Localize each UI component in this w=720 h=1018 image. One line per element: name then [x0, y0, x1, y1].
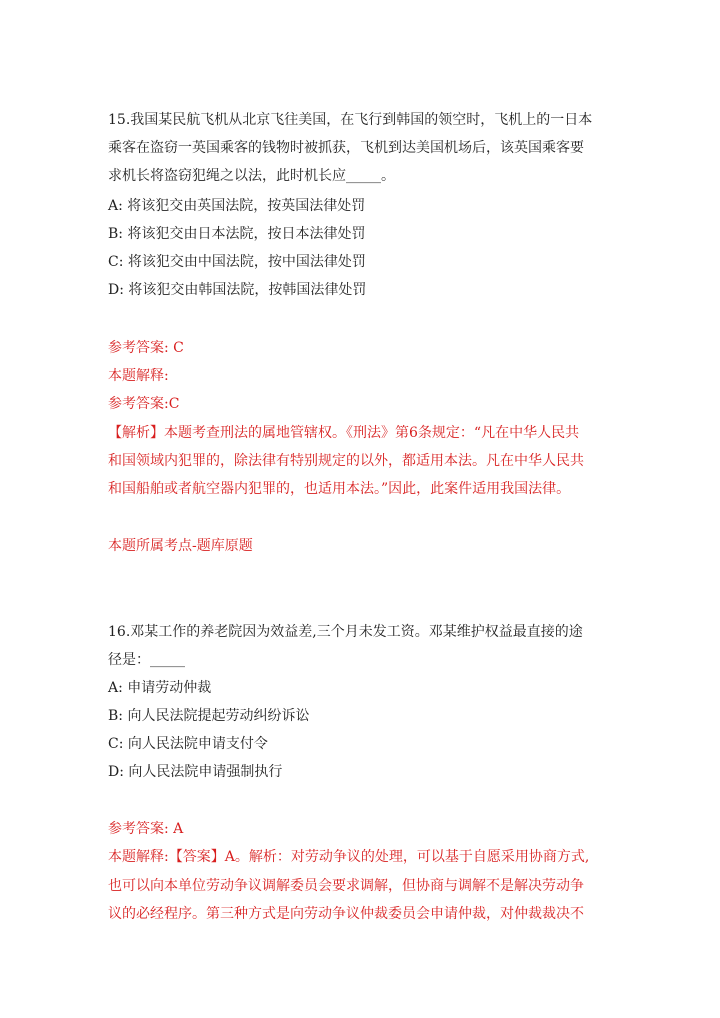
- q16-stem-line-1: 16.邓某工作的养老院因为效益差,三个月未发工资。邓某维护权益最直接的途: [108, 624, 583, 640]
- q15-option-d: D: 将该犯交由韩国法院，按韩国法律处罚: [108, 282, 367, 298]
- q16-analysis-line-1: 本题解释:【答案】A。解析：对劳动争议的处理，可以基于自愿采用协商方式,: [108, 849, 590, 865]
- q15-answer-repeat: 参考答案:C: [108, 396, 180, 412]
- q16-analysis-line-2: 也可以向本单位劳动争议调解委员会要求调解，但协商与调解不是解决劳动争: [108, 878, 584, 894]
- q16-option-b: B: 向人民法院提起劳动纠纷诉讼: [108, 708, 310, 724]
- q15-explain-label: 本题解释:: [108, 368, 169, 384]
- q16-analysis-line-3: 议的必经程序。第三种方式是向劳动争议仲裁委员会申请仲裁，对仲裁裁决不: [108, 906, 584, 922]
- q16-answer: 参考答案: A: [108, 821, 184, 837]
- q15-analysis-line-3: 和国船舶或者航空器内犯罪的，也适用本法。”因此，此案件适用我国法律。: [108, 481, 571, 497]
- q15-topic: 本题所属考点-题库原题: [108, 538, 253, 554]
- q15-answer: 参考答案: C: [108, 340, 184, 356]
- q15-option-b: B: 将该犯交由日本法院，按日本法律处罚: [108, 226, 366, 242]
- q16-option-a: A: 申请劳动仲裁: [108, 680, 212, 696]
- q15-analysis-line-1: 【解析】本题考查刑法的属地管辖权。《刑法》第6条规定：“凡在中华人民共: [108, 425, 580, 441]
- q15-stem-line-1: 15.我国某民航飞机从北京飞往美国，在飞行到韩国的领空时，飞机上的一日本: [108, 112, 593, 128]
- q16-stem-line-2: 径是：_____: [108, 652, 185, 668]
- q15-analysis-line-2: 和国领域内犯罪的，除法律有特别规定的以外，都适用本法。凡在中华人民共: [108, 453, 584, 469]
- q16-option-c: C: 向人民法院申请支付令: [108, 736, 268, 752]
- q15-option-c: C: 将该犯交由中国法院，按中国法律处罚: [108, 254, 366, 270]
- q15-stem-line-3: 求机长将盗窃犯绳之以法，此时机长应_____。: [108, 168, 395, 184]
- q15-option-a: A: 将该犯交由英国法院，按英国法律处罚: [108, 198, 366, 214]
- q16-option-d: D: 向人民法院申请强制执行: [108, 764, 283, 780]
- q15-stem-line-2: 乘客在盗窃一英国乘客的钱物时被抓获，飞机到达美国机场后，该英国乘客要: [108, 140, 584, 156]
